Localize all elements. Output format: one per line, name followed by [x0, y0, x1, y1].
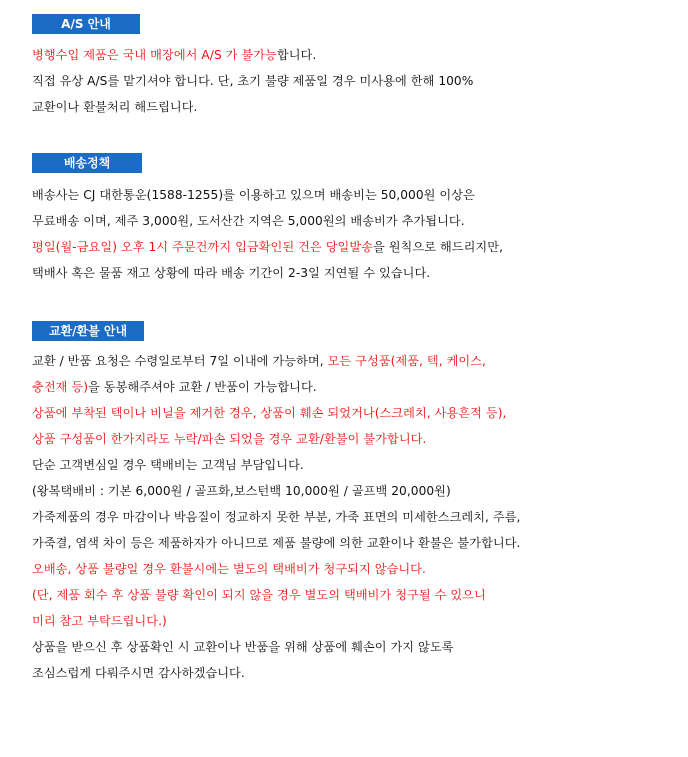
exchange-line-10: (단, 제품 회수 후 상품 불량 확인이 되지 않을 경우 별도의 택배비가 청구될 수 있으니 — [32, 588, 486, 602]
shipping-line-3-rest: 을 원칙으로 해드리지만, — [372, 240, 503, 254]
exchange-line-13: 조심스럽게 다뤄주시면 감사하겠습니다. — [32, 666, 245, 680]
exchange-line-12: 상품을 받으신 후 상품확인 시 교환이나 반품을 위해 상품에 훼손이 가지 않도록 — [32, 640, 454, 654]
exchange-line-4: 상품 구성품이 한가지라도 누락/파손 되었을 경우 교환/환불이 불가합니다. — [32, 432, 427, 446]
exchange-line-5: 단순 고객변심일 경우 택배비는 고객님 부담입니다. — [32, 458, 304, 472]
shipping-section — [32, 152, 672, 291]
shipping-line-3-highlight: 평일(월-금요일) 오후 1시 주문건까지 입금확인된 건은 당일발송 — [32, 240, 373, 254]
exchange-line-6: (왕복택배비 : 기본 6,000원 / 골프화,보스턴백 10,000원 / 골프백 20,000원) — [32, 484, 451, 498]
shipping-line-2: 무료배송 이며, 제주 3,000원, 도서산간 지역은 5,000원의 배송비가 추가됩니다. — [32, 214, 465, 228]
shipping-body — [32, 187, 672, 291]
as-line-3: 교환이나 환불처리 해드립니다. — [32, 100, 198, 114]
as-line-1-rest: 합니다. — [276, 48, 317, 62]
shipping-title-badge: 배송정책 — [32, 153, 142, 173]
exchange-line-2-highlight: 충전재 등) — [32, 380, 89, 394]
exchange-line-1 — [32, 353, 672, 379]
as-line-1-highlight: 병행수입 제품은 국내 매장에서 A/S 가 불가능 — [32, 48, 277, 62]
exchange-title-badge: 교환/환불 안내 — [32, 321, 144, 341]
as-body — [32, 47, 672, 125]
exchange-line-7: 가죽제품의 경우 마감이나 박음질이 정교하지 못한 부분, 가죽 표면의 미세한스크레치, 주름, — [32, 510, 521, 524]
exchange-line-2 — [32, 379, 672, 405]
exchange-line-8: 가죽결, 염색 차이 등은 제품하자가 아니므로 제품 불량에 의한 교환이나 환불은 불가합니다. — [32, 536, 521, 550]
as-title-badge: A/S 안내 — [32, 14, 140, 34]
shipping-line-3 — [32, 239, 672, 265]
exchange-section — [32, 320, 672, 691]
exchange-line-11: 미리 참고 부탁드립니다.) — [32, 614, 167, 628]
exchange-body — [32, 353, 672, 691]
exchange-line-1-text: 교환 / 반품 요청은 수령일로부터 7일 이내에 가능하며, — [32, 354, 328, 368]
exchange-line-9: 오배송, 상품 불량일 경우 환불시에는 별도의 택배비가 청구되지 않습니다. — [32, 562, 426, 576]
exchange-line-3: 상품에 부착된 텍이나 비닐을 제거한 경우, 상품이 훼손 되었거나(스크레치, 사용흔적 등), — [32, 406, 507, 420]
shipping-line-4: 택배사 혹은 물품 재고 상황에 따라 배송 기간이 2-3일 지연될 수 있습니다. — [32, 266, 431, 280]
as-line-2: 직접 유상 A/S를 맡기셔야 합니다. 단, 초기 불량 제품일 경우 미사용에 한해 100% — [32, 74, 474, 88]
exchange-line-1-highlight: 모든 구성품(제품, 텍, 케이스, — [327, 354, 486, 368]
exchange-line-2-rest: 을 동봉해주셔야 교환 / 반품이 가능합니다. — [88, 380, 317, 394]
shipping-line-1: 배송사는 CJ 대한통운(1588-1255)를 이용하고 있으며 배송비는 50,000원 이상은 — [32, 188, 475, 202]
as-line-1 — [32, 47, 672, 73]
as-section — [32, 13, 672, 125]
